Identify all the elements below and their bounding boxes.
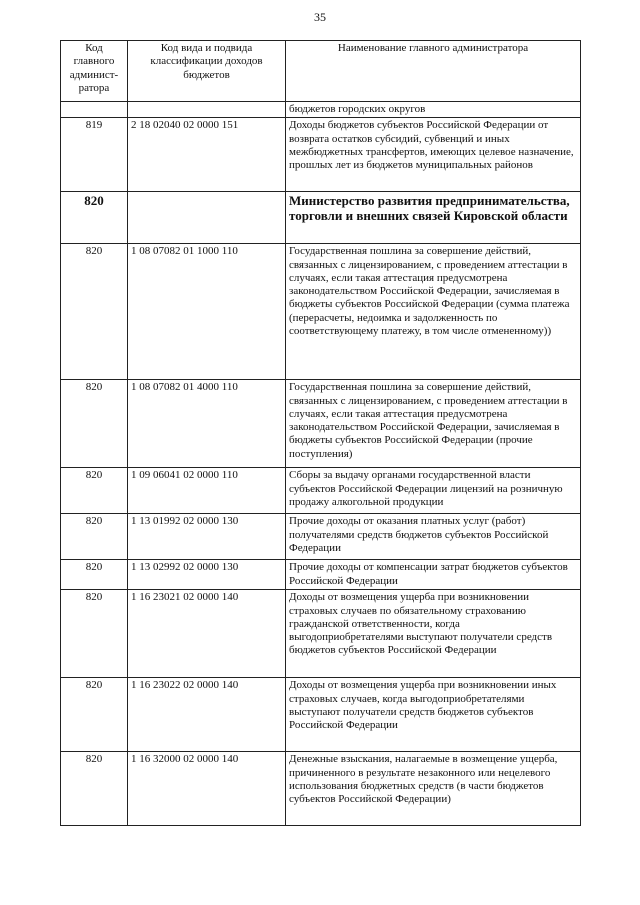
table-header-row xyxy=(61,41,581,102)
table-row xyxy=(61,244,581,380)
table-row xyxy=(61,514,581,560)
revenue-name-cell: Денежные взыскания, налагаемые в возмещение ущерба, причиненного в результате незаконного или нецелевого использования бюджетных средств (в части бюджетов субъектов Российской Федерации) xyxy=(286,752,581,826)
revenue-code-cell: 1 13 01992 02 0000 130 xyxy=(128,514,286,560)
table-row xyxy=(61,590,581,678)
revenue-administrators-table xyxy=(60,40,581,826)
admin-code-cell: 820 xyxy=(61,468,128,514)
revenue-code-cell: 1 08 07082 01 4000 110 xyxy=(128,380,286,468)
admin-code-cell: 820 xyxy=(61,192,128,244)
revenue-name-cell: Государственная пошлина за совершение действий, связанных с лицензированием, с проведением аттестации в случаях, если такая аттестация предусмотрена законодательством Российской Федерации, зачисляемая в бюджеты субъектов Российской Федерации (прочие поступления) xyxy=(286,380,581,468)
table-body xyxy=(61,102,581,826)
revenue-name-cell: Государственная пошлина за совершение действий, связанных с лицензированием, с проведением аттестации в случаях, если такая аттестация предусмотрена законодательством Российской Федерации, зачисляемая в бюджеты субъектов Российской Федерации (сумма платежа (перерасчеты, недоимка и задолженность по соответствующему платежу, в том числе отмененному)) xyxy=(286,244,581,380)
revenue-code-cell xyxy=(128,102,286,118)
table-row xyxy=(61,560,581,590)
revenue-code-cell: 1 09 06041 02 0000 110 xyxy=(128,468,286,514)
table-row xyxy=(61,118,581,192)
admin-code-cell: 820 xyxy=(61,678,128,752)
table-row xyxy=(61,468,581,514)
admin-code-cell: 820 xyxy=(61,380,128,468)
ministry-name-cell: Министерство развития предпринимательства, торговли и внешних связей Кировской области xyxy=(286,192,581,244)
revenue-name-cell: Прочие доходы от оказания платных услуг (работ) получателями средств бюджетов субъектов Российской Федерации xyxy=(286,514,581,560)
admin-code-cell: 820 xyxy=(61,560,128,590)
revenue-code-cell: 1 16 23022 02 0000 140 xyxy=(128,678,286,752)
revenue-name-cell: Доходы от возмещения ущерба при возникновении иных страховых случаев, когда выгодоприобретателями выступают получатели средств бюджетов субъектов Российской Федерации xyxy=(286,678,581,752)
table-row xyxy=(61,752,581,826)
revenue-code-cell: 1 13 02992 02 0000 130 xyxy=(128,560,286,590)
admin-code-cell: 820 xyxy=(61,590,128,678)
revenue-code-cell: 2 18 02040 02 0000 151 xyxy=(128,118,286,192)
admin-code-cell: 820 xyxy=(61,244,128,380)
header-revenue-classification-code: Код вида и подвида классификации доходов бюджетов xyxy=(128,41,286,102)
table-row xyxy=(61,102,581,118)
admin-code-cell: 819 xyxy=(61,118,128,192)
page-number: 35 xyxy=(314,10,326,24)
revenue-code-cell: 1 08 07082 01 1000 110 xyxy=(128,244,286,380)
ministry-row xyxy=(61,192,581,244)
admin-code-cell: 820 xyxy=(61,752,128,826)
admin-code-cell xyxy=(61,102,128,118)
revenue-name-cell: Сборы за выдачу органами государственной власти субъектов Российской Федерации лицензий на розничную продажу алкогольной продукции xyxy=(286,468,581,514)
header-admin-code: Код главного админист- ратора xyxy=(61,41,128,102)
revenue-name-cell: бюджетов городских округов xyxy=(286,102,581,118)
revenue-code-cell: 1 16 32000 02 0000 140 xyxy=(128,752,286,826)
admin-code-cell: 820 xyxy=(61,514,128,560)
revenue-code-cell xyxy=(128,192,286,244)
table-row xyxy=(61,380,581,468)
revenue-name-cell: Доходы от возмещения ущерба при возникновении страховых случаев по обязательному страхованию гражданской ответственности, когда выгодоприобретателями выступают получатели средств бюджетов субъектов Российской Федерации xyxy=(286,590,581,678)
revenue-name-cell: Прочие доходы от компенсации затрат бюджетов субъектов Российской Федерации xyxy=(286,560,581,590)
header-administrator-name: Наименование главного администратора xyxy=(286,41,581,102)
revenue-name-cell: Доходы бюджетов субъектов Российской Федерации от возврата остатков субсидий, субвенций и иных межбюджетных трансфертов, имеющих целевое назначение, прошлых лет из бюджетов муниципальных районов xyxy=(286,118,581,192)
table-row xyxy=(61,678,581,752)
revenue-code-cell: 1 16 23021 02 0000 140 xyxy=(128,590,286,678)
